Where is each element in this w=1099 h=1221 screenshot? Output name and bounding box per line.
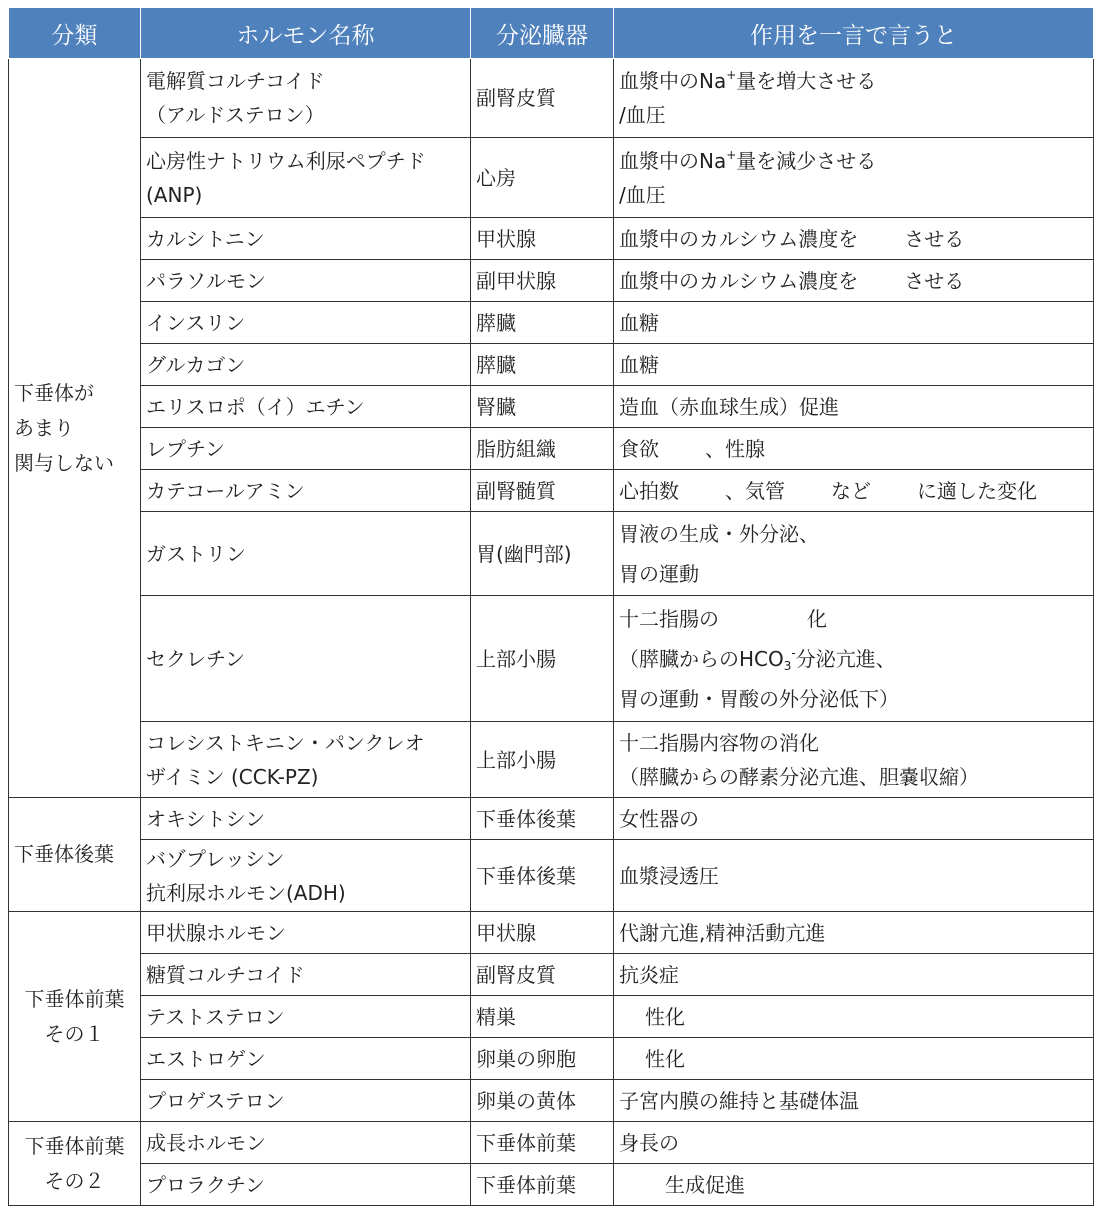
hormone-name-line: バゾプレッシン [146,846,285,871]
category-text: 関与しない [14,450,114,475]
superscript: - [791,645,796,660]
action-text: 量を増大させる [736,69,877,93]
header-hormone: ホルモン名称 [141,8,471,59]
action-line: /血圧 [619,182,666,207]
table-row [9,218,1094,260]
table-row [9,138,1094,218]
hormone-name: グルカゴン [141,344,471,386]
action-text: 血漿中のNa [619,148,727,173]
table-row [9,954,1094,996]
table-row [9,302,1094,344]
action-text: 、気管 [725,478,785,503]
action-cell [614,470,1094,512]
action-cell [614,260,1094,302]
action-text: 十二指腸の [619,606,719,631]
hormone-name: 甲状腺ホルモン [141,912,471,954]
hormone-table [8,7,1094,1206]
hormone-name-line: (ANP) [146,182,203,207]
table-row [9,840,1094,912]
action-cell: 造血（赤血球生成）促進 [614,386,1094,428]
superscript: + [726,147,737,162]
hormone-name-line: ザイミン (CCK-PZ) [146,764,319,789]
action-text: に適した変化 [917,478,1037,503]
action-cell [614,1164,1094,1206]
action-cell: 血漿浸透圧 [614,840,1094,912]
organ-cell: 卵巣の黄体 [471,1080,614,1122]
action-text: 血漿中のNa [619,69,727,93]
hormone-name [141,840,471,912]
action-text: 分泌亢進、 [795,646,896,671]
hormone-name: プロラクチン [141,1164,471,1206]
organ-cell: 心房 [471,138,614,218]
category-cell [9,912,141,1122]
action-line: （膵臓からの酵素分泌亢進、胆嚢収縮） [619,764,979,789]
category-text: その２ [44,1168,105,1193]
hormone-name: オキシトシン [141,798,471,840]
hormone-name: インスリン [141,302,471,344]
organ-cell: 副腎皮質 [471,59,614,138]
organ-cell: 精巣 [471,996,614,1038]
table-row [9,798,1094,840]
category-text: 下垂体前葉 [24,986,125,1011]
category-cell [9,59,141,798]
organ-cell: 膵臓 [471,302,614,344]
hormone-name [141,138,471,218]
action-cell [614,138,1094,218]
action-cell [614,59,1094,138]
header-organ: 分泌臓器 [471,8,614,59]
hormone-name: 成長ホルモン [141,1122,471,1164]
action-cell [614,722,1094,798]
action-text: 心拍数 [619,478,679,503]
organ-cell: 下垂体前葉 [471,1164,614,1206]
table-row [9,722,1094,798]
action-line [619,144,1088,178]
organ-cell: 副腎皮質 [471,954,614,996]
header-row [9,8,1094,59]
organ-cell: 下垂体後葉 [471,798,614,840]
action-line [619,599,1088,639]
hormone-name: パラソルモン [141,260,471,302]
action-text: 性化 [645,1046,685,1071]
table-row [9,996,1094,1038]
table-row [9,1122,1094,1164]
action-text: 化 [807,606,827,631]
action-text: 食欲 [619,436,659,461]
action-text: 性化 [645,1004,685,1029]
action-text: させる [904,226,965,251]
category-text: その１ [44,1021,105,1046]
organ-cell: 甲状腺 [471,218,614,260]
hormone-name-line: 抗利尿ホルモン(ADH) [146,880,346,905]
action-text: させる [904,268,965,293]
action-cell: 子宮内膜の維持と基礎体温 [614,1080,1094,1122]
action-line: 胃液の生成・外分泌、 [619,521,819,546]
header-action: 作用を一言で言うと [614,8,1094,59]
table-row [9,260,1094,302]
hormone-name: テストステロン [141,996,471,1038]
organ-cell: 上部小腸 [471,722,614,798]
action-text: など [831,478,871,503]
hormone-name-line: 心房性ナトリウム利尿ペプチド [146,148,426,173]
hormone-name: ガストリン [141,512,471,596]
action-cell: 身長の [614,1122,1094,1164]
action-text: 量を減少させる [736,148,877,173]
organ-cell: 甲状腺 [471,912,614,954]
organ-cell: 卵巣の卵胞 [471,1038,614,1080]
category-text: 下垂体が [14,380,94,405]
action-text: （膵臓からのHCO [619,646,784,671]
organ-cell: 腎臓 [471,386,614,428]
action-cell [614,596,1094,722]
table-row [9,912,1094,954]
action-cell [614,218,1094,260]
action-cell: 抗炎症 [614,954,1094,996]
action-cell: 代謝亢進,精神活動亢進 [614,912,1094,954]
table-row [9,1038,1094,1080]
subscript: 3 [783,658,792,673]
organ-cell: 副甲状腺 [471,260,614,302]
action-text: 血漿中のカルシウム濃度を [619,268,859,293]
organ-cell: 胃(幽門部) [471,512,614,596]
category-text: 下垂体前葉 [24,1133,125,1158]
action-text: 生成促進 [665,1172,745,1197]
action-line [619,64,1088,98]
action-line [619,639,1088,679]
hormone-name-line: 電解質コルチコイド [146,69,325,93]
organ-cell: 上部小腸 [471,596,614,722]
hormone-name [141,59,471,138]
organ-cell: 副腎髄質 [471,470,614,512]
hormone-name: 糖質コルチコイド [141,954,471,996]
action-text: 、性腺 [705,436,765,461]
organ-cell: 下垂体後葉 [471,840,614,912]
hormone-name: プロゲステロン [141,1080,471,1122]
action-text: 血漿中のカルシウム濃度を [619,226,859,251]
hormone-name-line: コレシストキニン・パンクレオ [146,730,425,755]
hormone-name: レプチン [141,428,471,470]
category-cell: 下垂体後葉 [9,798,141,912]
hormone-name: セクレチン [141,596,471,722]
table-row [9,470,1094,512]
table-row [9,1080,1094,1122]
table-row [9,1164,1094,1206]
action-cell [614,512,1094,596]
action-cell [614,428,1094,470]
hormone-name: エストロゲン [141,1038,471,1080]
hormone-name: エリスロポ（イ）エチン [141,386,471,428]
action-cell: 女性器の [614,798,1094,840]
hormone-name [141,722,471,798]
action-line: 胃の運動 [619,561,699,586]
category-text: あまり [14,415,74,440]
action-cell [614,1038,1094,1080]
action-line: /血圧 [619,103,666,127]
table-row [9,596,1094,722]
table-row [9,428,1094,470]
action-line: 十二指腸内容物の消化 [619,730,819,755]
action-cell [614,996,1094,1038]
organ-cell: 膵臓 [471,344,614,386]
hormone-name: カテコールアミン [141,470,471,512]
organ-cell: 下垂体前葉 [471,1122,614,1164]
hormone-name-line: （アルドステロン） [146,103,325,127]
table-row [9,386,1094,428]
organ-cell: 脂肪組織 [471,428,614,470]
action-cell: 血糖 [614,344,1094,386]
action-cell: 血糖 [614,302,1094,344]
superscript: + [726,68,737,82]
action-line: 胃の運動・胃酸の外分泌低下） [619,686,899,711]
table-row [9,512,1094,596]
header-category: 分類 [9,8,141,59]
category-cell [9,1122,141,1206]
table-row [9,59,1094,138]
hormone-name: カルシトニン [141,218,471,260]
table-row [9,344,1094,386]
